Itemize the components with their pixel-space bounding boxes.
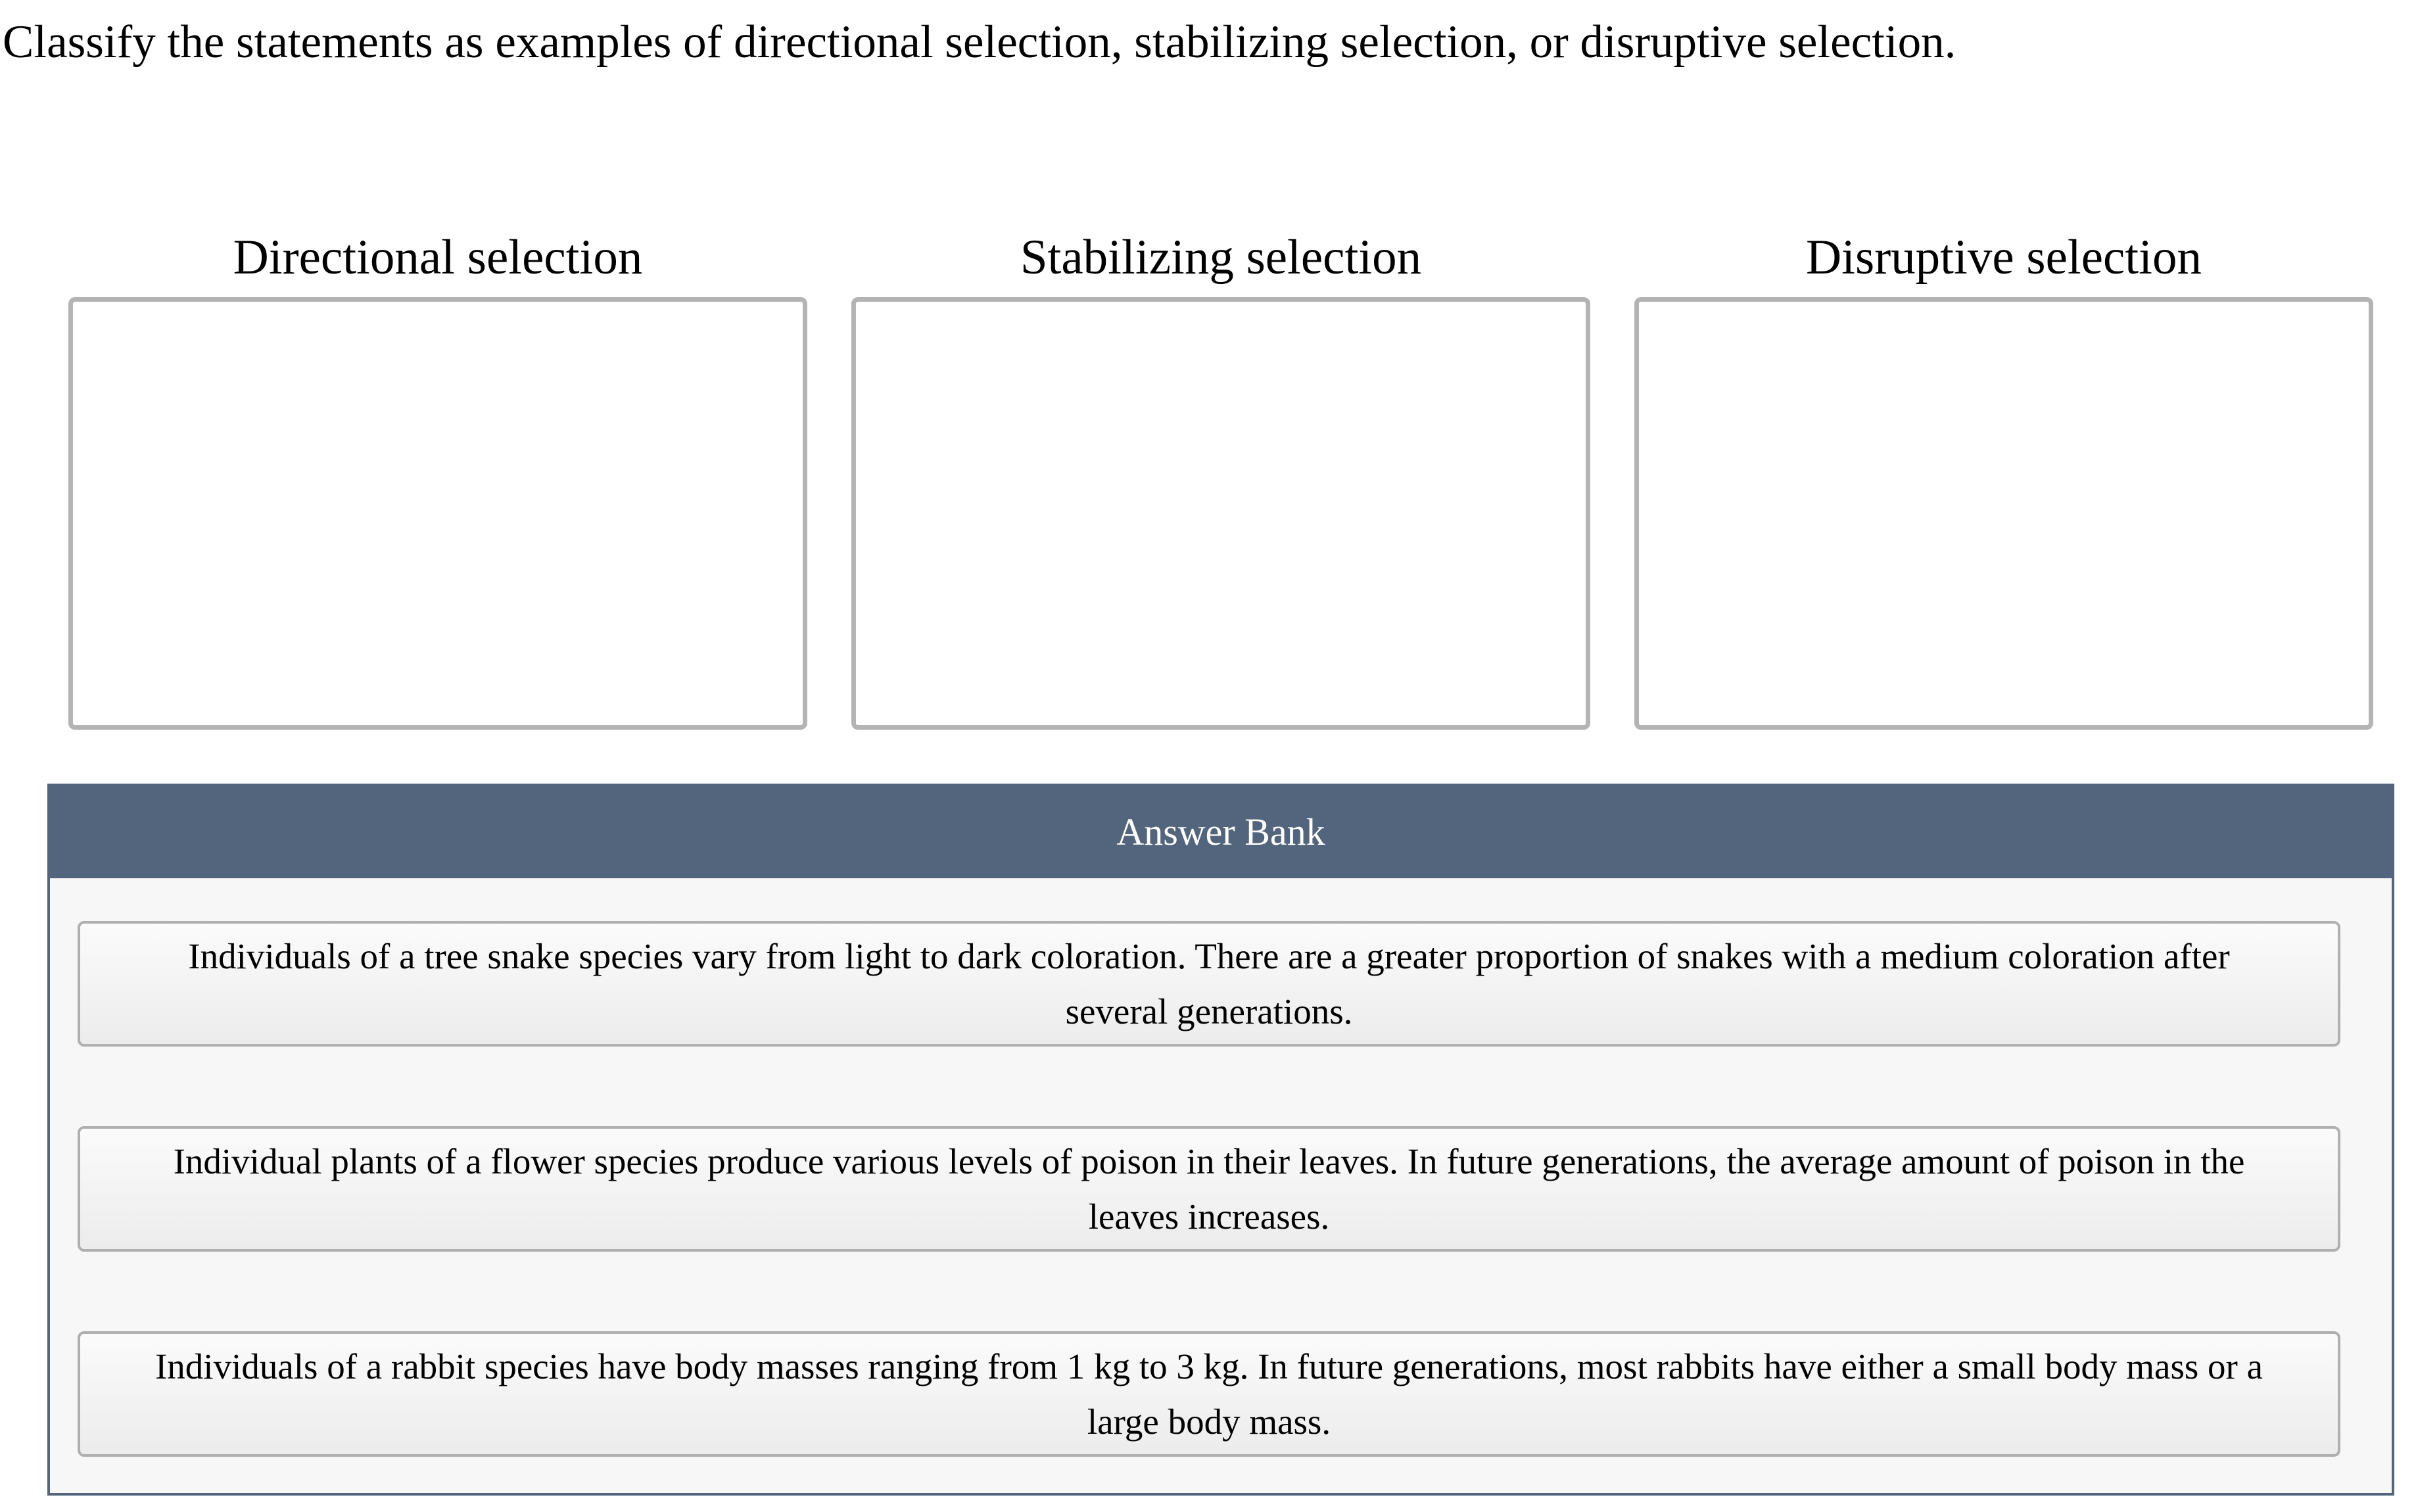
bin-directional-selection bbox=[68, 225, 807, 731]
drop-zone-disruptive[interactable] bbox=[1634, 297, 2373, 730]
bin-title-disruptive: Disruptive selection bbox=[1806, 230, 2202, 285]
bin-disruptive-selection bbox=[1634, 225, 2373, 731]
answer-card-flower-poison[interactable] bbox=[78, 1126, 2340, 1252]
question-prompt: Classify the statements as examples of directional selection, stabilizing selection, or disruptive selection. bbox=[3, 16, 1956, 68]
answer-card-rabbit-mass[interactable] bbox=[78, 1331, 2340, 1457]
bin-stabilizing-selection bbox=[851, 225, 1590, 731]
drop-zone-directional[interactable] bbox=[68, 297, 807, 730]
answer-card-text: Individuals of a tree snake species vary from light to dark coloration. There are a greater proportion of snakes with a medium coloration after several generations. bbox=[188, 935, 2230, 1031]
answer-bank bbox=[47, 784, 2394, 1496]
drop-zone-stabilizing[interactable] bbox=[851, 297, 1590, 730]
bin-title-directional: Directional selection bbox=[233, 230, 643, 285]
answer-card-text: Individual plants of a flower species produce various levels of poison in their leaves. In future generations, the average amount of poison in the leaves increases. bbox=[173, 1141, 2245, 1237]
bin-title-stabilizing: Stabilizing selection bbox=[1020, 230, 1422, 285]
classification-bins bbox=[68, 225, 2373, 731]
answer-card-tree-snake[interactable] bbox=[78, 921, 2340, 1047]
answer-card-text: Individuals of a rabbit species have body masses ranging from 1 kg to 3 kg. In future generations, most rabbits have either a small body mass or a large body mass. bbox=[154, 1346, 2263, 1442]
answer-bank-title: Answer Bank bbox=[50, 786, 2392, 878]
